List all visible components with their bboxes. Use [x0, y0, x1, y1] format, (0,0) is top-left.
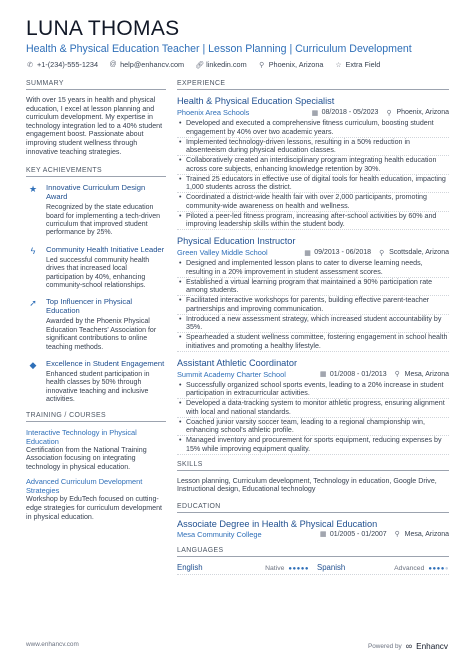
language-name: Spanish	[317, 562, 346, 572]
right-column	[177, 80, 449, 575]
bullet: • Implemented technology-driven lessons, resulting in a 50% reduction in absenteeism during physical education classes.	[177, 138, 449, 157]
rating-dots: ●●●●●	[428, 565, 449, 572]
school-name: Mesa Community College	[177, 529, 262, 539]
job-dates	[320, 370, 387, 378]
contact-location	[258, 60, 324, 69]
course-title: Advanced Curriculum Development Strategies	[26, 477, 143, 496]
achievement-title: Community Health Initiative Leader	[46, 244, 165, 254]
skills-section	[177, 461, 449, 494]
language-item	[177, 563, 309, 572]
achievement-desc: Enhanced student participation in health classes by 50% through innovative teaching and inclusive activities.	[46, 371, 150, 404]
achievement-title: Top Influencer in Physical Education	[46, 297, 133, 316]
bullet: • Coordinated a district-wide health fair with over 2,000 participants, promoting community-wide awareness on health and wellness.	[177, 193, 449, 212]
edu-dates	[320, 530, 387, 539]
job-bullets	[177, 259, 449, 352]
languages-heading: LANGUAGES	[177, 547, 449, 557]
job-entry	[177, 358, 449, 455]
contact-bar	[26, 60, 456, 69]
powered-by	[368, 641, 448, 651]
powered-label: Powered by	[367, 642, 402, 650]
job-location	[379, 249, 449, 257]
achievements-heading: KEY ACHIEVEMENTS	[26, 167, 166, 177]
link-icon: 🔗︎	[195, 61, 205, 69]
contact-linkedin[interactable]	[195, 60, 247, 69]
course-item	[26, 477, 166, 521]
job-bullets	[177, 381, 449, 455]
achievements-section	[26, 167, 166, 405]
star-outline-icon: ☆	[335, 61, 342, 69]
job-location-text: Phoenix, Arizona	[396, 109, 449, 116]
headline: Health & Physical Education Teacher | Lesson Planning | Curriculum Development	[26, 43, 412, 55]
pin-icon: ➚	[29, 298, 37, 309]
phone-icon: ✆	[27, 61, 33, 69]
bullet: • Developed a data-tracking system to monitor athletic progress, ensuring alignment with local and national standards.	[177, 399, 449, 418]
language-name: English	[177, 562, 203, 572]
training-heading: TRAINING / COURSES	[26, 412, 166, 422]
bullet: • Trained 25 educators in effective use of digital tools for health education, impacting 1,000 students across the district.	[177, 175, 449, 194]
contact-phone[interactable]	[26, 60, 98, 69]
bullet: • Designed and implemented lesson plans to cater to diverse learning needs, resulting in a 20% improvement in student assessment scores.	[177, 259, 449, 278]
job-dates-text: 01/2008 - 01/2013	[329, 370, 387, 378]
course-desc: Workshop by EduTech focused on cutting-edge strategies for curriculum development in physical education.	[26, 495, 163, 521]
language-level: Advanced	[394, 564, 425, 572]
bullet: • Managed inventory and procurement for sports equipment, reducing expenses by 15% while improving equipment quality.	[177, 436, 449, 455]
education-section	[177, 503, 449, 539]
star-icon: ★	[28, 184, 38, 195]
languages-section	[177, 547, 449, 575]
achievement-desc: Led successful community health drives that increased local participation by 40%, enhancing community-school relationships.	[46, 256, 150, 289]
brand-name: Enhancv	[416, 641, 448, 651]
location-pin-icon: ⚲	[394, 531, 400, 539]
candidate-name: LUNA THOMAS	[26, 17, 180, 40]
achievement-item	[26, 183, 166, 238]
achievement-title: Innovative Curriculum Design Award	[46, 183, 146, 202]
achievement-item	[26, 297, 166, 352]
linkedin-text: linkedin.com	[206, 60, 247, 69]
job-location-text: Mesa, Arizona	[404, 370, 449, 378]
course-desc: Certification from the National Training Association focusing on integrating technology in physical education.	[26, 445, 147, 471]
job-title: Physical Education Instructor	[177, 236, 296, 246]
job-location	[386, 109, 449, 117]
bullet: • Piloted a peer-led fitness program, increasing after-school activities by 60% and improving leadership skills within the student body.	[177, 212, 449, 231]
location-pin-icon: ⚲	[386, 109, 392, 117]
phone-text: +1-(234)-555-1234	[37, 60, 99, 69]
bolt-icon: ϟ	[30, 245, 36, 256]
rating-dots: ●●●●●	[288, 565, 309, 572]
degree-title: Associate Degree in Health & Physical Education	[177, 518, 378, 529]
bullet: • Spearheaded a student wellness committee, fostering engagement in school health initiatives and promoting a healthy lifestyle.	[177, 333, 449, 352]
calendar-icon: ▦	[311, 109, 319, 117]
language-level: Native	[265, 564, 285, 572]
job-company: Green Valley Middle School	[177, 248, 268, 257]
job-entry	[177, 96, 449, 230]
at-icon: @	[109, 61, 117, 68]
location-text: Phoenix, Arizona	[268, 60, 324, 69]
job-bullets	[177, 119, 449, 230]
job-dates-text: 08/2018 - 05/2023	[321, 109, 379, 116]
achievement-item	[26, 359, 166, 405]
language-item	[317, 563, 449, 572]
job-dates-text: 09/2013 - 06/2018	[314, 249, 372, 256]
left-column	[26, 80, 166, 527]
job-location-text: Scottsdale, Arizona	[389, 249, 449, 256]
edu-dates-text: 01/2005 - 01/2007	[329, 530, 387, 538]
diamond-icon: ◆	[29, 360, 37, 371]
education-heading: EDUCATION	[177, 503, 449, 513]
footer-website[interactable]: www.enhancv.com	[26, 641, 79, 648]
page-footer	[26, 641, 448, 651]
enhancv-logo-icon: ∞	[405, 641, 413, 651]
achievement-title: Excellence in Student Engagement	[46, 359, 165, 369]
achievement-desc: Awarded by the Phoenix Physical Education Teachers' Association for significant contributions to online teaching methods.	[46, 318, 157, 351]
calendar-icon: ▦	[319, 531, 327, 539]
extra-text: Extra Field	[345, 60, 381, 69]
edu-location	[395, 530, 449, 539]
job-title: Assistant Athletic Coordinator	[177, 357, 298, 368]
job-title: Health & Physical Education Specialist	[177, 96, 335, 106]
bullet: • Developed and executed a comprehensive fitness curriculum, boosting student engagement by 40% over two academic years.	[177, 119, 449, 138]
skills-heading: SKILLS	[177, 461, 449, 471]
email-text: help@enhancv.com	[120, 60, 185, 69]
location-pin-icon: ⚲	[259, 61, 265, 69]
contact-extra	[334, 60, 380, 69]
location-pin-icon: ⚲	[394, 371, 400, 378]
training-section	[26, 412, 166, 522]
summary-text: With over 15 years in health and physical education, I excel at lesson planning and curriculum development. My expertise in technology integration led to a 40% student engagement boost. Passionate about improving student wellness through innovative teaching strategies.	[26, 96, 163, 156]
location-pin-icon: ⚲	[379, 249, 385, 257]
job-location	[395, 370, 449, 378]
skills-text: Lesson planning, Curriculum development, Technology in education, Google Drive, Instructional design, Educational technology	[177, 476, 437, 494]
course-title: Interactive Technology in Physical Education	[26, 427, 137, 446]
job-entry	[177, 236, 449, 352]
resume-header	[26, 18, 456, 69]
course-item	[26, 428, 166, 472]
bullet: • Facilitated interactive workshops for parents, building effective parent-teacher partnerships and improving communication.	[177, 296, 449, 315]
job-company: Phoenix Area Schools	[177, 108, 250, 117]
bullet: • Collaboratively created an interdisciplinary program integrating health education across core subjects, enhancing knowledge retention by 30%.	[177, 156, 449, 175]
achievement-desc: Recognized by the state education board for implementing a tech-driven curriculum that improved student performance by 25%.	[46, 204, 161, 237]
job-dates	[304, 249, 371, 257]
summary-section	[26, 80, 166, 156]
calendar-icon: ▦	[319, 371, 327, 378]
bullet: • Introduced a new assessment strategy, which increased student accountability by 35%.	[177, 315, 449, 334]
job-dates	[312, 109, 379, 117]
job-company: Summit Academy Charter School	[177, 369, 286, 379]
calendar-icon: ▦	[304, 249, 311, 257]
summary-heading: SUMMARY	[26, 80, 166, 90]
edu-location-text: Mesa, Arizona	[404, 530, 449, 538]
experience-heading: EXPERIENCE	[177, 80, 449, 90]
bullet: • Successfully organized school sports events, leading to a 20% increase in student participation in extracurricular activities.	[177, 381, 449, 400]
bullet: • Coached junior varsity soccer team, leading to a regional championship win, enhancing school's athletic profile.	[177, 418, 449, 437]
experience-section	[177, 80, 449, 455]
bullet: • Established a virtual learning program that maintained a 90% participation rate among students.	[177, 278, 449, 297]
achievement-item	[26, 245, 166, 291]
contact-email[interactable]	[109, 60, 184, 69]
